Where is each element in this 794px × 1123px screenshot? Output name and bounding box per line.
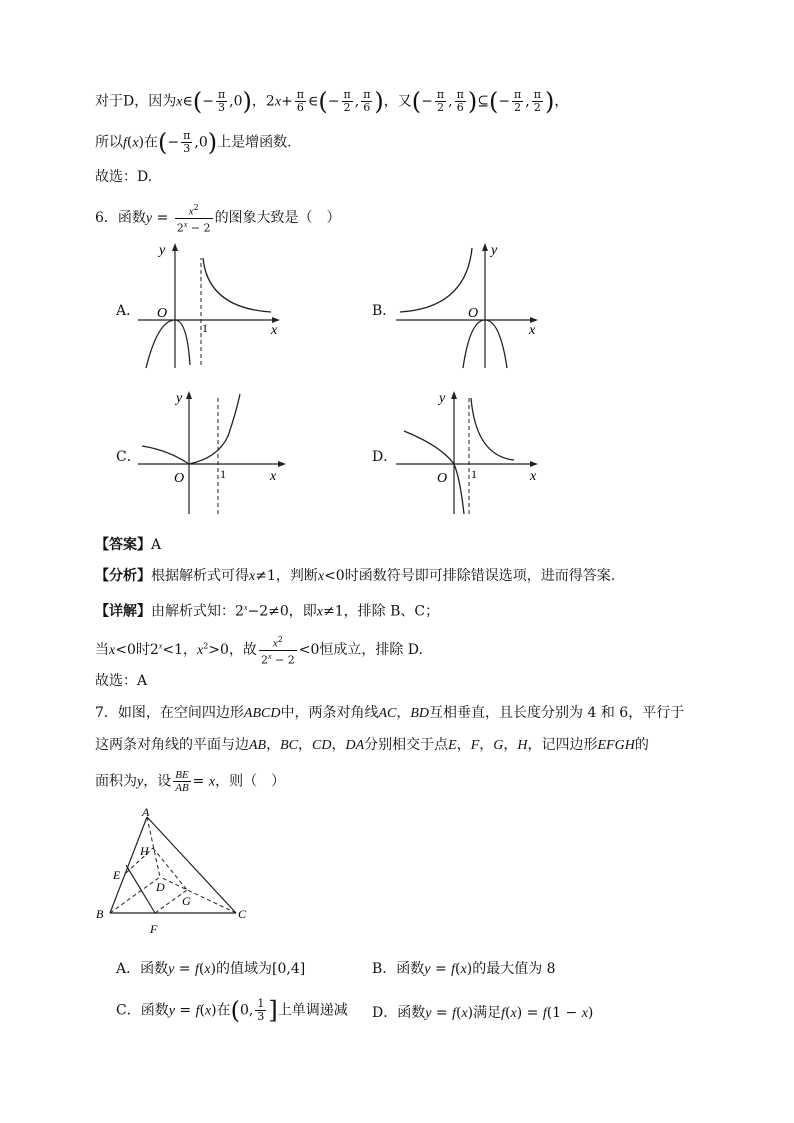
x-axis-label: x [530, 469, 537, 484]
choice-text: B．函数 [372, 961, 425, 977]
q6-graph-a [138, 240, 288, 370]
point-h-label: H [140, 844, 149, 858]
q6-text: 根据解析式可得 [151, 568, 249, 584]
tick-one-label: 1 [202, 321, 208, 335]
q7-text: 中，两条对角线 [280, 705, 379, 721]
y-axis-label: y [176, 391, 183, 406]
q6-graph-b [396, 240, 546, 370]
q7-text: 7．如图，在空间四边形 [95, 705, 244, 721]
choice-text: 的值域为 [216, 961, 273, 977]
q5-text: 对于D，因为 [95, 93, 177, 110]
choice-text: 满足 [473, 1005, 502, 1021]
q5-text: ， [251, 93, 266, 110]
choice-text: 的最大值为 8 [472, 961, 556, 977]
q7-choice-a: A．函数y = f(x)的值域为[0,4] [116, 961, 306, 977]
q5-text: ，又 [383, 93, 412, 110]
origin-label: O [174, 471, 185, 486]
q7-text: ，则（ ） [215, 773, 286, 790]
y-axis-label: y [159, 243, 166, 258]
vertex-c-label: C [238, 907, 247, 921]
q6-answer [95, 535, 161, 555]
x-axis-label: x [529, 323, 536, 338]
q6-text: 时函数符号即可排除错误选项，进而得答案. [344, 568, 616, 584]
q6-option-d-label: D． [372, 449, 398, 465]
q6-analysis: 【分析】根据解析式可得x≠1，判断x<0时函数符号即可排除错误选项，进而得答案. [95, 568, 616, 584]
q5-text: 所以 [95, 134, 123, 151]
q7-line-3: 面积为y，设 $\frac{BE}{AB}$ = x，则（ ） [95, 769, 286, 794]
q7-choice-b: B．函数y = f(x)的最大值为 8 [372, 961, 556, 977]
origin-label: O [437, 471, 448, 486]
q6-option-c-label: C． [116, 449, 141, 465]
q5-line-d: 对于D，因为x∈(− $\frac{\pi}{3}$ ,0)，2x+ $\frac{\pi}{6}$ ∈(− $\frac{\pi}{2}$ , $\frac{\pi}{6}$ )，又(− $\frac{\pi}{2}$ , $\frac{\pi}{6}$ )⊆(− $\frac{\pi}{2}$ , $\frac{\pi}{2}$ )， [95, 87, 569, 116]
x-axis-label: x [271, 323, 278, 338]
q6-text: 恒成立，排除 D. [319, 642, 423, 659]
q6-graph-c [138, 388, 288, 518]
q5-text: 上是增函数. [217, 134, 292, 151]
q7-text: 分别相交于点 [364, 737, 449, 753]
q5-line-conclude: 所以f(x)在(− $\frac{\pi}{3}$ ,0)上是增函数. [95, 128, 292, 157]
q6-conclusion: 故选：A [95, 673, 148, 689]
tick-one-label: 1 [471, 467, 477, 481]
y-axis-label: y [439, 391, 446, 406]
q7-text: 的 [634, 737, 649, 753]
choice-text: C．函数 [116, 1002, 169, 1019]
q6-option-a-label: A． [116, 303, 141, 319]
vertex-a-label: A [142, 805, 150, 819]
q6-stem: 6．函数y = $\frac{x^2}{2^x - 2}$ 的图象大致是（ ） [95, 203, 341, 235]
analysis-tag: 【分析】 [95, 568, 151, 584]
origin-label: O [157, 306, 168, 321]
point-e-label: E [113, 868, 121, 882]
q5-text: 在 [144, 134, 159, 151]
q5-text: ， [554, 93, 569, 110]
choice-text: A．函数 [116, 961, 169, 977]
q6-text: 当 [95, 642, 109, 659]
q7-text: ，设 [143, 773, 172, 790]
point-f-label: F [150, 922, 158, 935]
q7-tetrahedron-figure [90, 805, 260, 935]
q7-text: 这两条对角线的平面与边 [95, 737, 249, 753]
q6-text: ，即 [288, 603, 317, 620]
q7-text: 互相垂直，且长度分别为 4 和 6，平行于 [429, 705, 685, 721]
q7-line-2: 这两条对角线的平面与边AB，BC，CD，DA分别相交于点E，F，G，H，记四边形EFGH的 [95, 737, 649, 753]
answer-tag: 【答案】 [95, 537, 151, 553]
x-axis-label: x [270, 469, 277, 484]
y-axis-label: y [491, 243, 498, 258]
q6-text: 的图象大致是（ ） [214, 210, 341, 227]
point-g-label: G [182, 894, 191, 908]
q6-detail-2: 当x<0时$2^x<1$，$x^2>0$，故 $\frac{x^2}{2^x - 2}$ <0恒成立，排除 D. [95, 635, 423, 667]
q6-text: 时 [135, 642, 150, 659]
q7-line-1: 7．如图，在空间四边形ABCD中，两条对角线AC，BD互相垂直，且长度分别为 4 和 6，平行于 [95, 705, 685, 721]
q6-graph-d [396, 388, 546, 518]
q5-answer: 故选：D. [95, 169, 153, 185]
q6-detail: 【详解】由解析式知：$2^x-2\ne 0$，即x≠1，排除 B、C； [95, 603, 440, 620]
q6-text: ，排除 B、C； [343, 603, 440, 620]
origin-label: O [468, 306, 479, 321]
q6-text: ，故 [228, 642, 257, 659]
q6-text: 由解析式知： [151, 603, 235, 620]
q7-text: 面积为 [95, 773, 137, 790]
answer-value: A [151, 537, 162, 553]
q7-choice-c: C．函数y = f(x)在(0, $\frac{1}{3}$ ]上单调递减 [116, 996, 348, 1025]
choice-text: D．函数 [372, 1005, 426, 1021]
q7-text: ，记四边形 [527, 737, 598, 753]
q6-option-b-label: B． [372, 303, 397, 319]
vertex-b-label: B [96, 907, 104, 921]
q6-text: ，判断 [275, 568, 318, 584]
q6-text: ， [182, 642, 197, 659]
vertex-d-label: D [156, 880, 165, 894]
detail-tag: 【详解】 [95, 603, 151, 620]
tick-one-label: 1 [220, 467, 226, 481]
q6-number: 6．函数 [95, 210, 146, 227]
choice-text: 上单调递减 [277, 1002, 348, 1019]
q7-choice-d: D．函数y = f(x)满足f(x) = f(1 − x) [372, 1005, 594, 1021]
choice-text: 在 [216, 1002, 231, 1019]
